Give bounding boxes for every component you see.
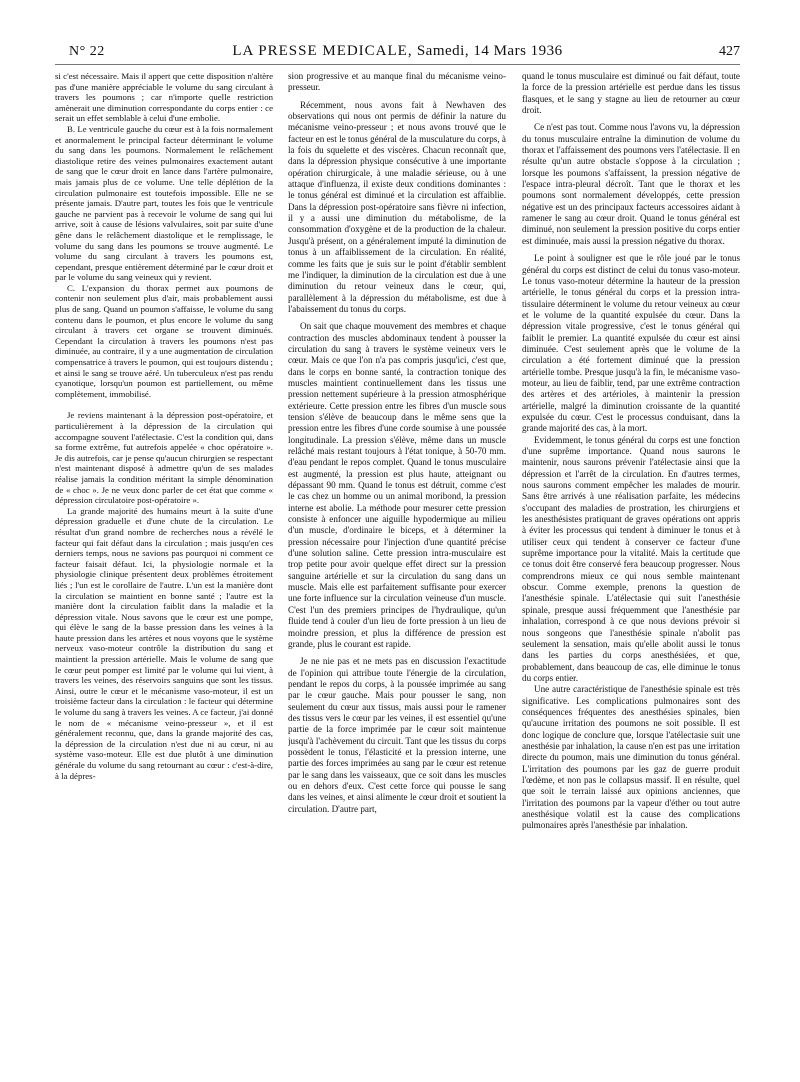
paragraph: Evidemment, le tonus général du corps est une fonction d'une suprême importance. Quand nous saurons le maintenir, nous saurons prévenir l'atélectasie ainsi que la dépression et l'arrêt de la circulation. En d'autres termes, nous saurons comment empêcher les malades de mourir. Sans être arrivés à une réalisation parfaite, les médecins s'occupant des maladies de prostration, les chirurgiens et les anesthésistes pratiquant de graves opérations ont appris à éviter les processus qui tendent à diminuer le tonus et à utiliser ceux qui tendent à conserver ce facteur d'une suprême importance pour la vitalité. Mais la certitude que ce tonus doit être conservé fera beaucoup progresser. Nous comprendrons mieux ce qui nous semble maintenant obscur. Comme exemple, prenons la question de l'anesthésie spinale. L'atélectasie qui suit l'anesthésie spinale, presque aussi fréquemment que l'anesthésie par inhalation, correspond à ce que nous devions prévoir si nous songeons que l'anesthésie spinale n'abolit pas seulement la sensation, mais qu'elle abolit aussi le tonus dans les parties du corps anesthésiées, et que, probablement, dans beaucoup de cas, elle diminue le tonus du corps entier. [522, 434, 740, 683]
issue-date: Samedi, 14 Mars 1936 [416, 43, 563, 59]
issue-number: N° 22 [69, 44, 105, 59]
paragraph: B. Le ventricule gauche du cœur est à la fois normalement et anormalement le principal facteur déterminant le volume du sang dans les poumons. Normalement le relâchement diastolique retire des veines pulmonaires exactement autant de sang que le cœur droit en lance dans l'artère pulmonaire, mais jamais plus de ce volume. Une telle déplétion de la circulation pulmonaire est toutefois impossible. Elle ne se présente jamais. D'autre part, toutes les fois que le ventricule gauche ne parvient pas à recevoir le volume de sang qui lui arrive, soit à cause de lésions valvulaires, soit par suite d'une gêne dans le relâchement diastolique et le remplissage, le volume du sang dans les poumons se trouve augmenté. Le volume du sang circulant à travers les poumons est, cependant, presque entièrement déterminé par le cœur droit et par le volume du sang veineux qui y revient. [55, 123, 273, 283]
paragraph: Le point à souligner est que le rôle joué par le tonus général du corps est distinct de celui du tonus vaso-moteur. Le tonus vaso-moteur détermine la hauteur de la pression artérielle, le tonus général du corps et la pression intra-tissulaire déterminent le volume du retour veineux au cœur et le volume de la quantité expulsée du cœur. Dans la dépression vitale progressive, c'est le tonus général qui faiblit le premier. La quantité expulsée du cœur est ainsi diminuée. C'est seulement après que le volume de la circulation a été fortement diminué que la pression artérielle tombe. Presque jusqu'à la fin, le mécanisme vaso-moteur, au lieu de faiblir, tend, par une extrême contraction des artères et des artérioles, à maintenir la pression artérielle, malgré la diminution croissante de la quantité expulsée du cœur. C'est le processus conduisant, dans la grande majorité des cas, à la mort. [522, 253, 740, 434]
paragraph: si c'est nécessaire. Mais il appert que cette disposition n'altère pas d'une manière appréciable le volume du sang circulant à travers les poumons ; car n'importe quelle restriction amènerait une diminution correspondante du corps entier : ce serait un effet semblable à celui d'une embolie. [55, 71, 273, 124]
paragraph: Je ne nie pas et ne mets pas en discussion l'exactitude de l'opinion qui attribue toute l'énergie de la circulation, pendant le repos du corps, à la poussée imprimée au sang par le cœur gauche. Mais pour pousser le sang, non seulement du cœur aux tissus, mais aussi pour le ramener des tissus vers le cœur par les veines, il est essentiel qu'une partie de la force imprimée par le cœur soit maintenue jusqu'à l'achèvement du circuit. Tant que les tissus du corps possèdent le tonus, l'élasticité et la pression interne, une partie des forces imprimées au sang par le cœur est retenue par le sang dans les vaisseaux, que ce soit dans les muscles ou en dehors d'eux. C'est cette force qui pousse le sang dans les veines, et ainsi alimente le cœur droit et soutient la circulation. D'autre part, [288, 656, 506, 814]
paragraph: Ce n'est pas tout. Comme nous l'avons vu, la dépression du tonus musculaire entraîne la diminution de volume du thorax et l'affaissement des poumons vers l'atélectasie. Il en résulte qu'un autre obstacle s'oppose à la circulation ; lorsque les poumons s'affaissent, la pression négative de l'espace intra-pleural décroît. Tant que le thorax et les poumons sont normalement développés, cette pression négative est un des principaux facteurs accessoires aidant à ramener le sang au cœur droit. Quand le tonus général est diminué, non seulement la pression positive du corps entier est diminuée, mais aussi la pression négative du thorax. [522, 122, 740, 246]
text-column-3 [522, 71, 740, 1071]
paragraph: Une autre caractéristique de l'anesthésie spinale est très significative. Les complications pulmonaires sont des conséquences fréquentes des anesthésies spinales, bien qu'aucune irritation des poumons ne soit possible. Il est donc logique de conclure que, lorsque l'atélectasie suit une anesthésie par inhalation, la cause n'en est pas une irritation directe du poumon, mais une diminution du tonus général. L'irritation des poumons par les gaz de guerre produit l'œdème, et non pas le collapsus massif. Il en résulte, quel que soit le terrain laissé aux opinions anciennes, que l'irritation des poumons par la vapeur d'éther ou tout autre anesthésique volatil est la cause des complications pulmonaires après l'anesthésie par inhalation. [522, 684, 740, 831]
header-title [55, 43, 740, 60]
text-column-1 [55, 71, 273, 1071]
paragraph: On sait que chaque mouvement des membres et chaque contraction des muscles abdominaux tendent à pousser la circulation du sang à travers le système veineux vers le cœur. Mais ce que l'on n'a pas compris jusqu'ici, c'est que, dans le corps en bonne santé, la contraction tonique des muscles maintient continuellement dans les tissus une pression nettement supérieure à la pression atmosphérique extérieure. Cette pression entre les fibres d'un muscle sous tension s'élève de beaucoup dans le même sens que la pression entre les fibres d'une corde soumise à une poussée longitudinale. La pression s'élève, même dans un muscle relâché mais restant toujours à l'état tonique, à 50-70 mm. d'eau pendant le repos complet. Quand le tonus musculaire est augmenté, la pression est plus haute, atteignant ou dépassant 90 mm. Quand le tonus est détruit, comme c'est le cas chez un homme ou un animal moribond, la pression interne est abolie. La méthode pour mesurer cette pression consiste à enfoncer une aiguille hypodermique au milieu d'un muscle, d'ordinaire le biceps, et à déterminer la pression nécessaire pour l'injection d'une quantité précise d'une solution saline. Cette pression intra-musculaire est trop petite pour avoir quelque effet direct sur la pression sanguine artérielle et sur la circulation du sang dans un muscle. Mais elle est parfaitement suffisante pour exercer une forte influence sur la circulation veineuse d'un muscle. C'est l'un des premiers principes de l'hydraulique, qu'un fluide tend à couler d'un lieu de forte pression à un lieu de moindre pression, et plus la différence de pression est grande, plus le courant est rapide. [288, 321, 506, 649]
running-header [55, 40, 740, 62]
paragraph: quand le tonus musculaire est diminué ou fait défaut, toute la force de la pression artérielle est perdue dans les tissus flasques, et le sang y stagne au lieu de retourner au cœur droit. [522, 71, 740, 116]
paragraph: Je reviens maintenant à la dépression post-opératoire, et particulièrement à la dépression de la circulation qui accompagne souvent l'atélectasie. C'est la condition qui, dans sa forme extrême, fut autrefois appelée « choc opératoire ». Je dis autrefois, car je pense qu'aucun chirurgien se respectant n'est maintenant disposé à admettre qu'un de ses malades réalise jamais la condition méritant la simple dénomination de « choc ». Je ne veux donc parler de cet état que comme « dépression circulatoire post-opératoire ». [55, 410, 273, 506]
paragraph: C. L'expansion du thorax permet aux poumons de contenir non seulement plus d'air, mais probablement aussi plus de sang. Quand un poumon s'affaisse, le volume du sang contenu dans le poumon, et plus encore le volume du sang circulant à travers cet organe se trouvent diminués. Cependant la circulation à travers les poumons n'est pas diminuée, au contraire, il y a une augmentation de circulation compensatrice à travers le poumon, qui est toujours distendu ; et ainsi le sang se trouve aéré. Un tuberculeux n'est pas rendu cyanotique, lorsqu'un poumon est partiellement, ou même complètement, immobilisé. [55, 282, 273, 399]
paragraph: Récemment, nous avons fait à Newhaven des observations qui nous ont permis de définir la nature du mécanisme veino-presseur ; et nous avons trouvé que le facteur en est le tonus général de la musculature du corps, à la fois du squelette et des viscères. Chacun reconnaît que, dans la dépression physique consécutive à une importante opération chirurgicale, à une maladie sérieuse, ou à une attaque d'influenza, il existe deux conditions dominantes : le tonus général est diminué et la circulation est affaiblie. Dans la dépression post-opératoire sans fièvre ni infection, il y a aussi une diminution du métabolisme, de la consommation d'oxygène et de la production de la chaleur. Jusqu'à présent, on a généralement imputé la diminution de tonus à un affaiblissement de la circulation. En réalité, comme les faits que je suis sur le point d'établir semblent me l'indiquer, la diminution de la circulation est due à une diminution du retour veineux dans le cœur, qui, parallèlement à la dépression du métabolisme, est due à l'abaissement du tonus du corps. [288, 99, 506, 314]
paragraph: sion progressive et au manque final du mécanisme veino-presseur. [288, 71, 506, 93]
header-rule [55, 64, 740, 65]
paragraph: La grande majorité des humains meurt à la suite d'une dépression graduelle et d'une chute de la circulation. Le résultat d'un grand nombre de recherches nous a révélé le facteur qui fait défaut dans la circulation ; mais jusqu'en ces derniers temps, nous ne savions pas pourquoi ni comment ce facteur faisait défaut. Ici, la physiologie normale et la physiologie clinique présentent deux problèmes étroitement liés ; l'un est le corollaire de l'autre. L'un est la manière dont la circulation se maintient en bonne santé ; l'autre est la manière dont la circulation faiblit dans la maladie et la dépression vitale. Nous savons que le cœur est une pompe, qui élève le sang de la basse pression dans les veines à la haute pression dans les artères et nous voyons que le système nerveux vaso-moteur contrôle la distribution du sang et maintient la pression artérielle. Mais le volume de sang que le cœur peut pomper est limité par le volume qui lui vient, à travers les veines, des réservoirs sanguins que sont les tissus. Ainsi, outre le cœur et le mécanisme vaso-moteur, il est un troisième facteur dans la circulation : le facteur qui détermine le volume du sang à travers les veines. A ce facteur, j'ai donné le nom de « mécanisme veino-presseur », et il est généralement reconnu, que, dans la grande majorité des cas, la dépression de la circulation n'est due ni au cœur, ni au système vaso-moteur. Elle est due plutôt à une diminution générale du volume du sang retournant au cœur : c'est-à-dire, à la dépres- [55, 505, 273, 781]
journal-name: LA PRESSE MEDICALE, [232, 43, 413, 59]
page-number: 427 [719, 44, 740, 59]
text-column-2 [288, 71, 506, 1071]
